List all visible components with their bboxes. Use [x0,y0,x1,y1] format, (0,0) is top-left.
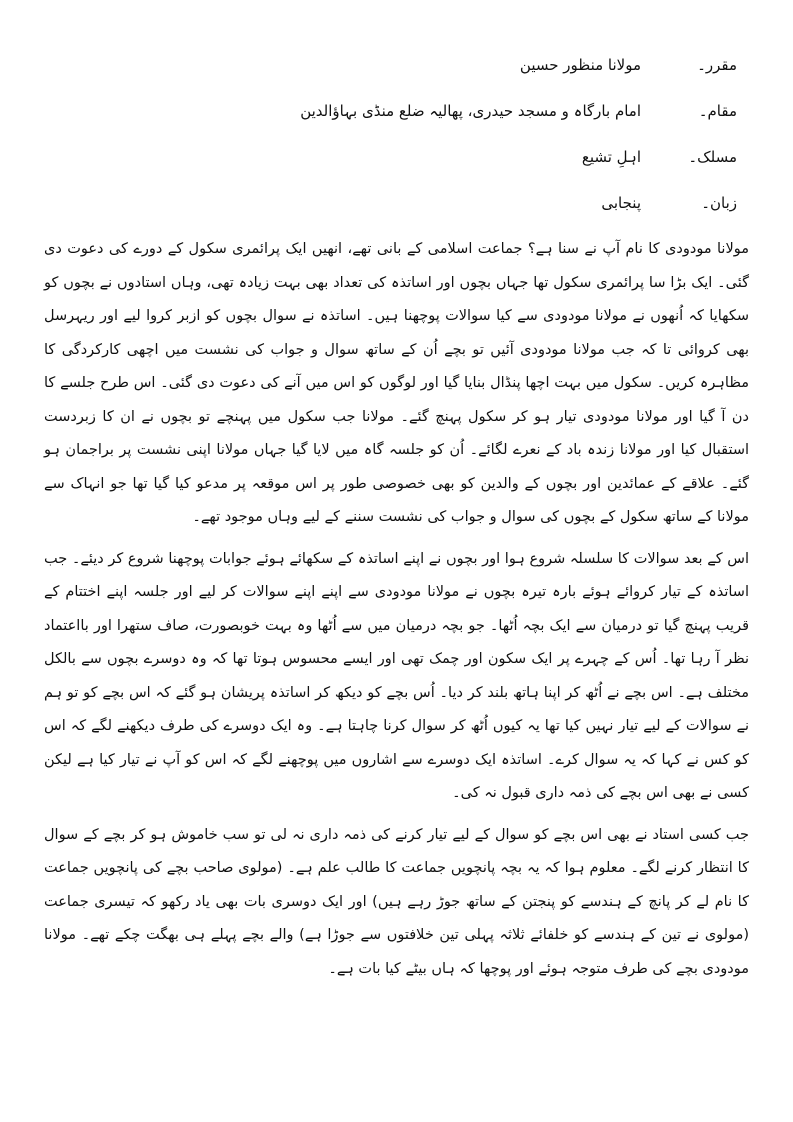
language-value: پنجابی [601,194,641,212]
body-text [44,233,749,994]
place-value: امام بارگاہ و مسجد حیدری، پھالیہ ضلع منڈی بہاؤالدین [300,102,641,120]
lecture-metadata [217,55,737,239]
sect-label: مسلک۔ [688,148,737,166]
sect-value: اہلِ تشیع [581,148,641,166]
paragraph-2: اس کے بعد سوالات کا سلسلہ شروع ہوا اور بچوں نے اپنے اساتذہ کے سکھائے ہوئے جوابات پوچھنا شروع کر دیئے۔ جب اساتذہ کے تیار کروائے ہوئے بارہ تیرہ بچوں نے مولانا مودودی سے اپنے اپنے سوالات کر لیے اور جلسہ اپنے اختتام کے قریب پہنچ گیا تو درمیان سے ایک بچہ اُٹھا۔ جو بچہ درمیان میں سے اُٹھا وہ بہت خوبصورت، صاف ستھرا اور بااعتماد نظر آ رہا تھا۔ اُس کے چہرے پر ایک سکون اور چمک تھی اور ایسے محسوس ہوتا تھا کہ وہ دوسرے بچوں سے بالکل مختلف ہے۔ اس بچے نے اُٹھ کر اپنا ہاتھ بلند کر دیا۔ اُس بچے کو دیکھ کر اساتذہ پریشان ہو گئے کہ اس بچے کو تو ہم نے سوالات کے لیے تیار نہیں کیا تھا یہ کیوں اُٹھ کر سوال کرنا چاہتا ہے۔ وہ ایک دوسرے کی طرف دیکھنے لگے کہ اس کو کس نے کہا کہ یہ سوال کرے۔ اساتذہ ایک دوسرے سے اشاروں میں پوچھنے لگے کہ اس کو آپ نے تیار کیا ہے لیکن کسی نے بھی اس بچے کی ذمہ داری قبول نہ کی۔ [44,550,749,801]
speaker-label: مقرر۔ [697,56,737,74]
speaker-row [217,55,737,101]
paragraph-3: جب کسی استاد نے بھی اس بچے کو سوال کے لیے تیار کرنے کی ذمہ داری نہ لی تو سب خاموش ہو کر بچے کے سوال کا انتظار کرنے لگے۔ معلوم ہوا کہ یہ بچہ پانچویں جماعت کا طالب علم ہے۔ (مولوی صاحب بچے کی پانچویں جماعت کا نام لے کر پانچ کے ہندسے کو پنجتن کے ساتھ جوڑ رہے ہیں) اور ایک دوسری بات بھی یاد رکھو کہ تیسری جماعت (مولوی نے تین کے ہندسے کو خلفائے ثلاثہ پہلی تین خلافتوں سے جوڑا ہے) والے بچے پہلے ہی بھگت چکے تھے۔ مولانا مودودی بچے کی طرف متوجہ ہوئے اور پوچھا کہ ہاں بیٹے کیا بات ہے۔ [44,826,749,977]
paragraph-1: مولانا مودودی کا نام آپ نے سنا ہے؟ جماعت اسلامی کے بانی تھے، انھیں ایک پرائمری سکول کے دورے کی دعوت دی گئی۔ ایک بڑا سا پرائمری سکول تھا جہاں بچوں اور اساتذہ کی تعداد بھی بہت زیادہ تھی، وہاں استادوں نے بچوں کو سکھایا کہ اُنھوں نے مولانا مودودی سے کیا سوالات پوچھنا ہیں۔ اساتذہ نے سوال بچوں کو ازبر کروا لیے اور ریہرسل بھی کروائی تا کہ جب مولانا مودودی آئیں تو بچے اُن کے ساتھ سوال و جواب کی نشست میں اچھی کارکردگی کا مظاہرہ کریں۔ سکول میں بہت اچھا پنڈال بنایا گیا اور لوگوں کو اس میں آنے کی دعوت دی گئی۔ اس طرح جلسے کا دن آ گیا اور مولانا مودودی تیار ہو کر سکول پہنچ گئے۔ مولانا جب سکول میں پہنچے تو بچوں نے ان کا زبردست استقبال کیا اور مولانا زندہ باد کے نعرے لگائے۔ اُن کو جلسہ گاہ میں لایا گیا جہاں مولانا اپنی نشست پر براجمان ہو گئے۔ علاقے کے عمائدین اور بچوں کے والدین کو بھی خصوصی طور پر اس موقعہ پر مدعو کیا گیا تھا جو انہاک سے مولانا کے ساتھ سکول کے بچوں کی سوال و جواب کی نشست سننے کے لیے وہاں موجود تھے۔ [44,241,749,525]
sect-row [217,147,737,193]
language-label: زبان۔ [701,194,737,212]
speaker-value: مولانا منظور حسین [519,56,641,74]
place-label: مقام۔ [698,102,737,120]
place-row [217,101,737,147]
